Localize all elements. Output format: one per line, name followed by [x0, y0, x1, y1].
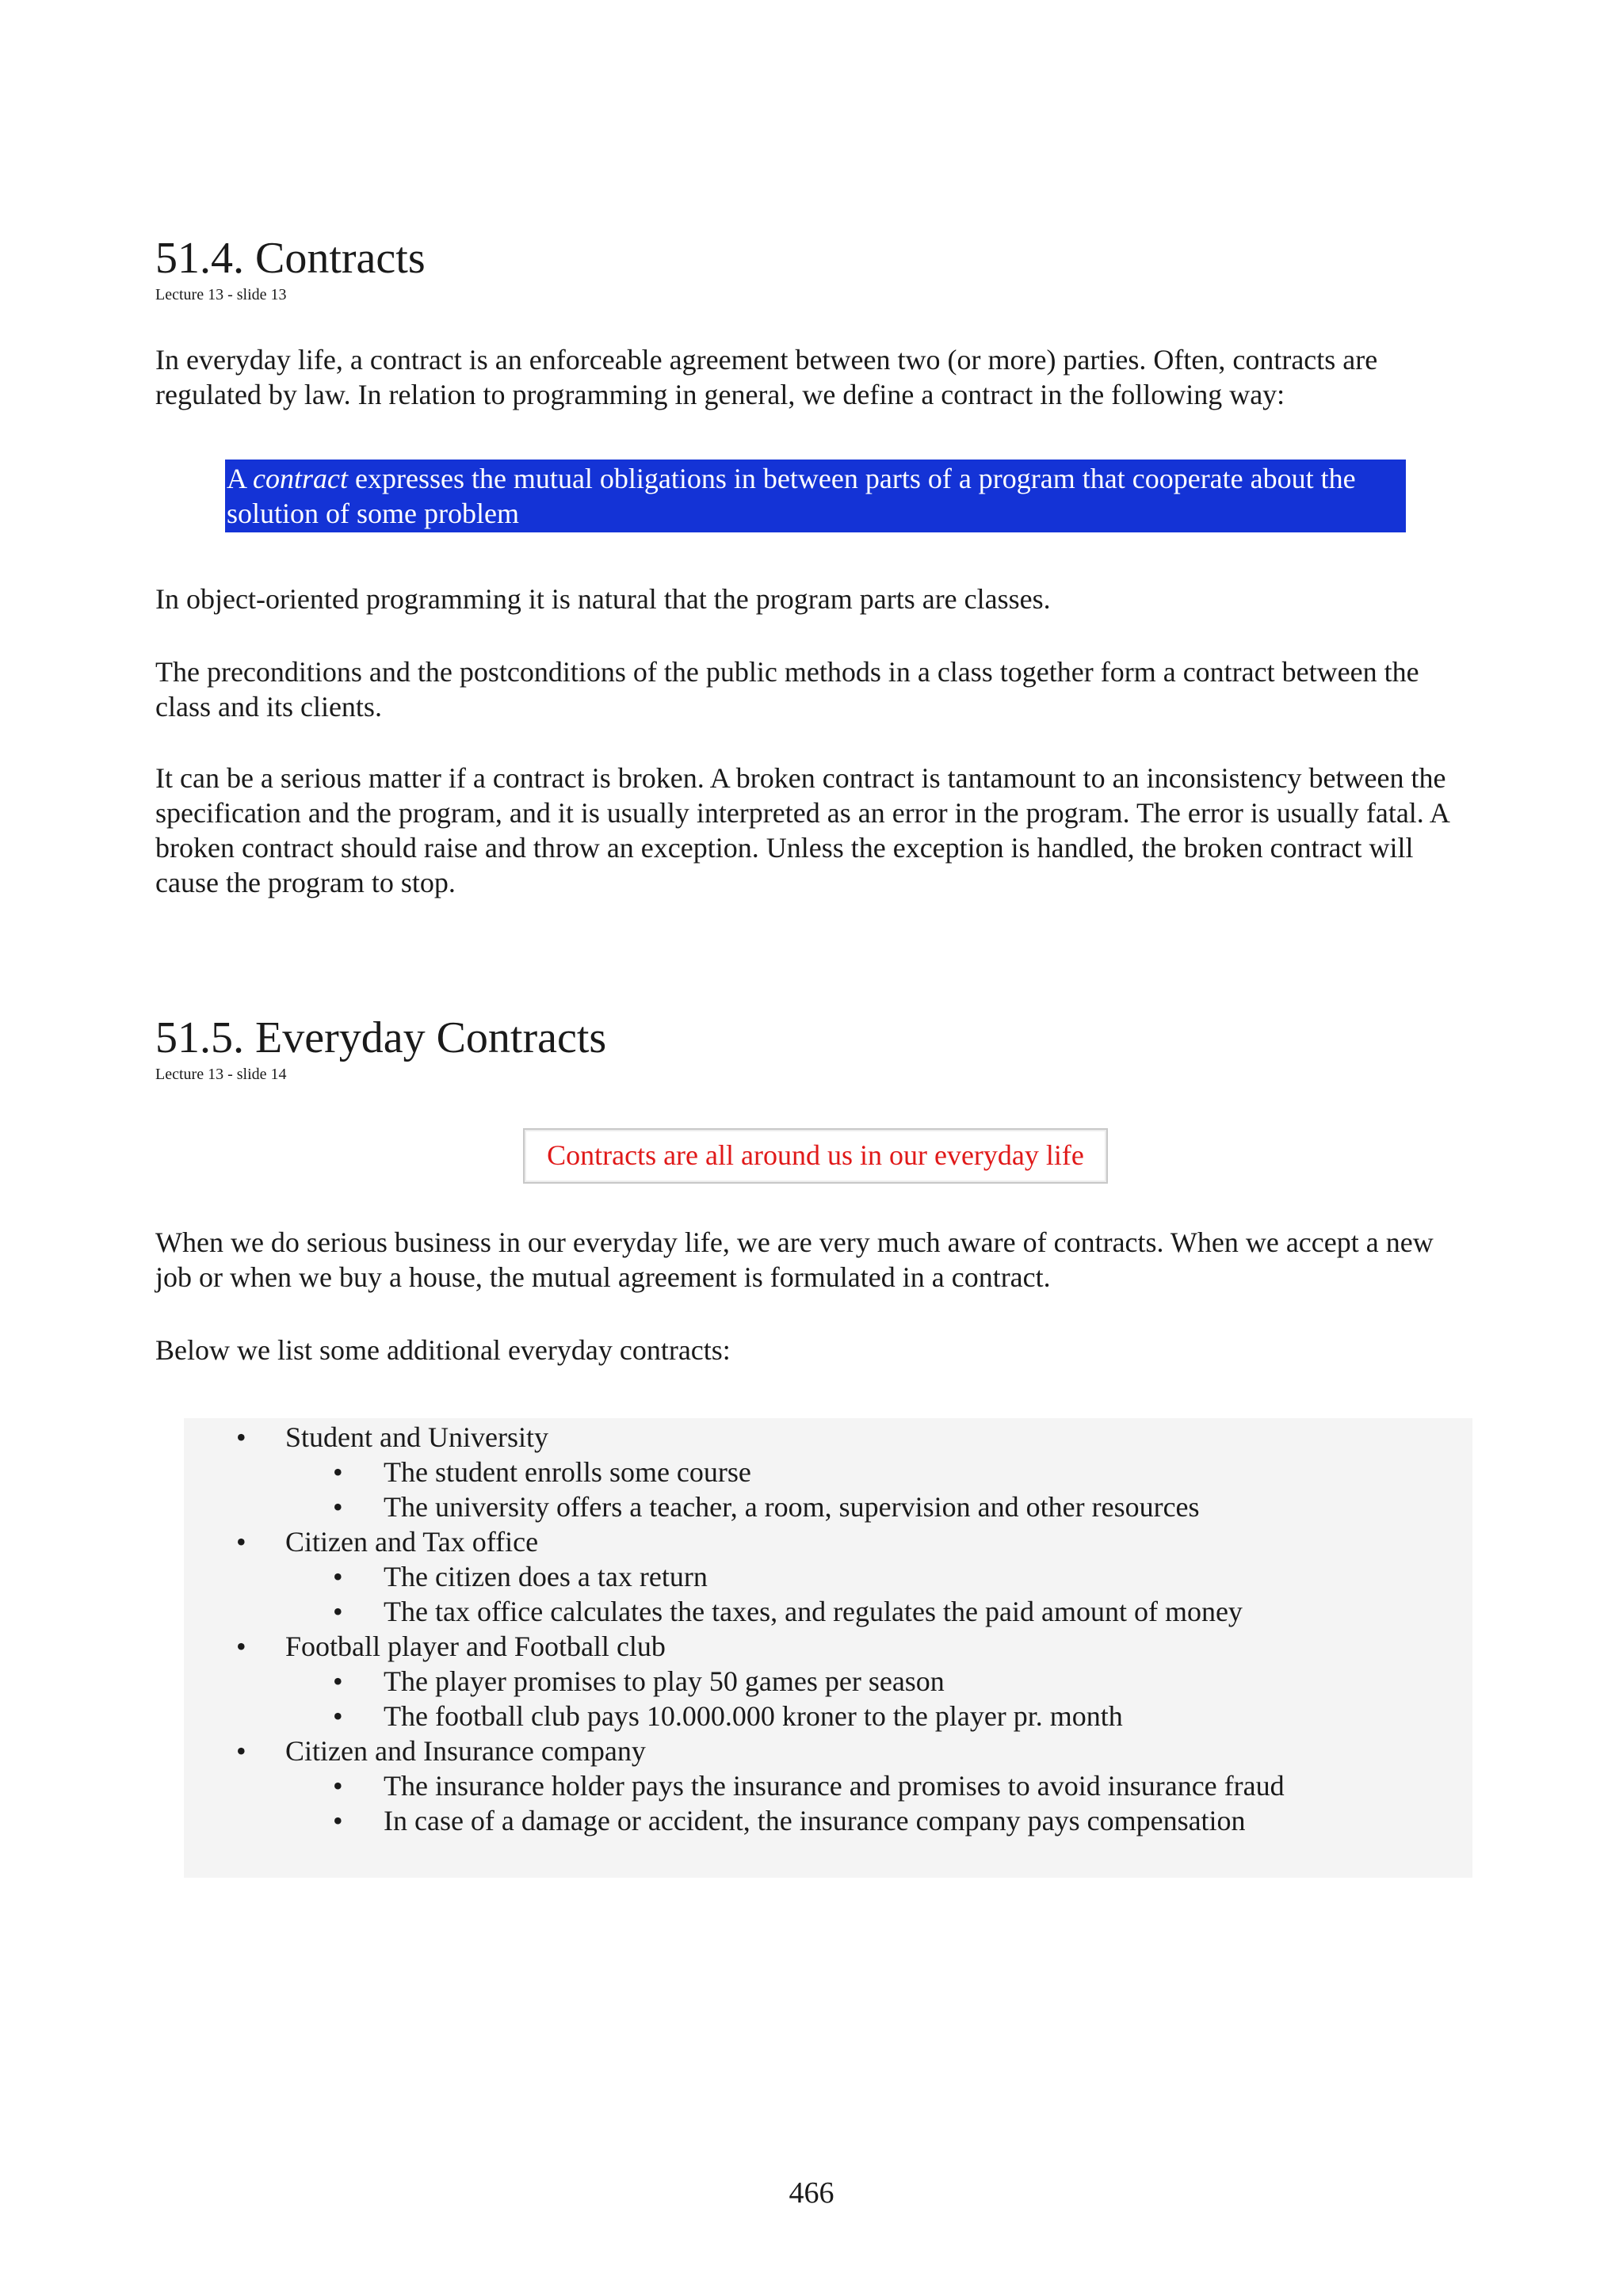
paragraph-oop-classes: In object-oriented programming it is natural that the program parts are classes. — [155, 583, 1051, 615]
bullet-icon: • — [333, 1456, 343, 1488]
everyday-contracts-list — [184, 1418, 1472, 1838]
list-item-student-university — [184, 1420, 1472, 1455]
list-item-citizen-insurance — [184, 1733, 1472, 1768]
bullet-icon: • — [333, 1491, 343, 1523]
list-subitem-text: The student enrolls some course — [384, 1456, 751, 1488]
page-number: 466 — [789, 2176, 834, 2210]
highlight-statement-box: Contracts are all around us in our everyday life — [523, 1128, 1108, 1184]
bullet-icon: • — [236, 1735, 246, 1767]
list-subitem — [184, 1594, 1472, 1629]
list-subitem — [184, 1768, 1472, 1803]
list-item-label: Football player and Football club — [285, 1630, 666, 1662]
bullet-icon: • — [236, 1526, 246, 1558]
list-subitem — [184, 1664, 1472, 1699]
paragraph-broken-contract: It can be a serious matter if a contract is broken. A broken contract is tantamount to an inconsistency between the specification and the program, and it is usually interpreted as an error in the program. The error is usually fatal. A broken contract should raise and throw an exception. Unless the exception is handled, the broken contract will cause the program to stop. — [155, 762, 1449, 898]
list-subitem-text: The citizen does a tax return — [384, 1561, 708, 1592]
slide-reference: Lecture 13 - slide 13 — [155, 286, 287, 303]
bullet-icon: • — [333, 1770, 343, 1802]
definition-text: expresses the mutual obligations in between parts of a program that cooperate about the solution of some problem — [227, 463, 1356, 529]
definition-prefix: A — [227, 463, 254, 494]
bullet-icon: • — [333, 1805, 343, 1836]
list-item-label: Citizen and Insurance company — [285, 1735, 646, 1767]
bullet-icon: • — [333, 1665, 343, 1697]
bullet-icon: • — [236, 1421, 246, 1453]
list-subitem-text: The football club pays 10.000.000 kroner to the player pr. month — [384, 1700, 1123, 1732]
bullet-icon: • — [333, 1700, 343, 1732]
definition-term: contract — [253, 463, 348, 494]
list-subitem — [184, 1803, 1472, 1838]
paragraph-list-intro: Below we list some additional everyday contracts: — [155, 1334, 731, 1366]
list-subitem-text: The university offers a teacher, a room, supervision and other resources — [384, 1491, 1200, 1523]
list-subitem — [184, 1455, 1472, 1489]
list-item-citizen-tax-office — [184, 1524, 1472, 1559]
list-item-label: Student and University — [285, 1421, 548, 1453]
list-subitem — [184, 1489, 1472, 1524]
list-subitem-text: In case of a damage or accident, the insurance company pays compensation — [384, 1805, 1246, 1836]
section-title-contracts: 51.4. Contracts — [155, 234, 426, 283]
contract-definition-box — [225, 460, 1406, 532]
paragraph-serious-business: When we do serious business in our everyday life, we are very much aware of contracts. When we accept a new job or when we buy a house, the mutual agreement is formulated in a contract. — [155, 1226, 1434, 1293]
bullet-icon: • — [333, 1596, 343, 1627]
slide-reference: Lecture 13 - slide 14 — [155, 1066, 287, 1083]
bullet-icon: • — [236, 1630, 246, 1662]
list-subitem — [184, 1559, 1472, 1594]
section-title-everyday-contracts: 51.5. Everyday Contracts — [155, 1013, 607, 1062]
everyday-contracts-list-panel — [184, 1418, 1472, 1878]
list-subitem — [184, 1699, 1472, 1733]
paragraph-pre-postconditions: The preconditions and the postconditions of the public methods in a class together form a contract between the class and its clients. — [155, 656, 1419, 723]
paragraph-contract-intro: In everyday life, a contract is an enforceable agreement between two (or more) parties. Often, contracts are regulated by law. In relation to programming in general, we define a contract in the following way: — [155, 344, 1378, 410]
list-subitem-text: The insurance holder pays the insurance and promises to avoid insurance fraud — [384, 1770, 1285, 1802]
bullet-icon: • — [333, 1561, 343, 1592]
list-item-label: Citizen and Tax office — [285, 1526, 539, 1558]
list-subitem-text: The tax office calculates the taxes, and regulates the paid amount of money — [384, 1596, 1243, 1627]
list-subitem-text: The player promises to play 50 games per season — [384, 1665, 945, 1697]
list-item-football-player-club — [184, 1629, 1472, 1664]
